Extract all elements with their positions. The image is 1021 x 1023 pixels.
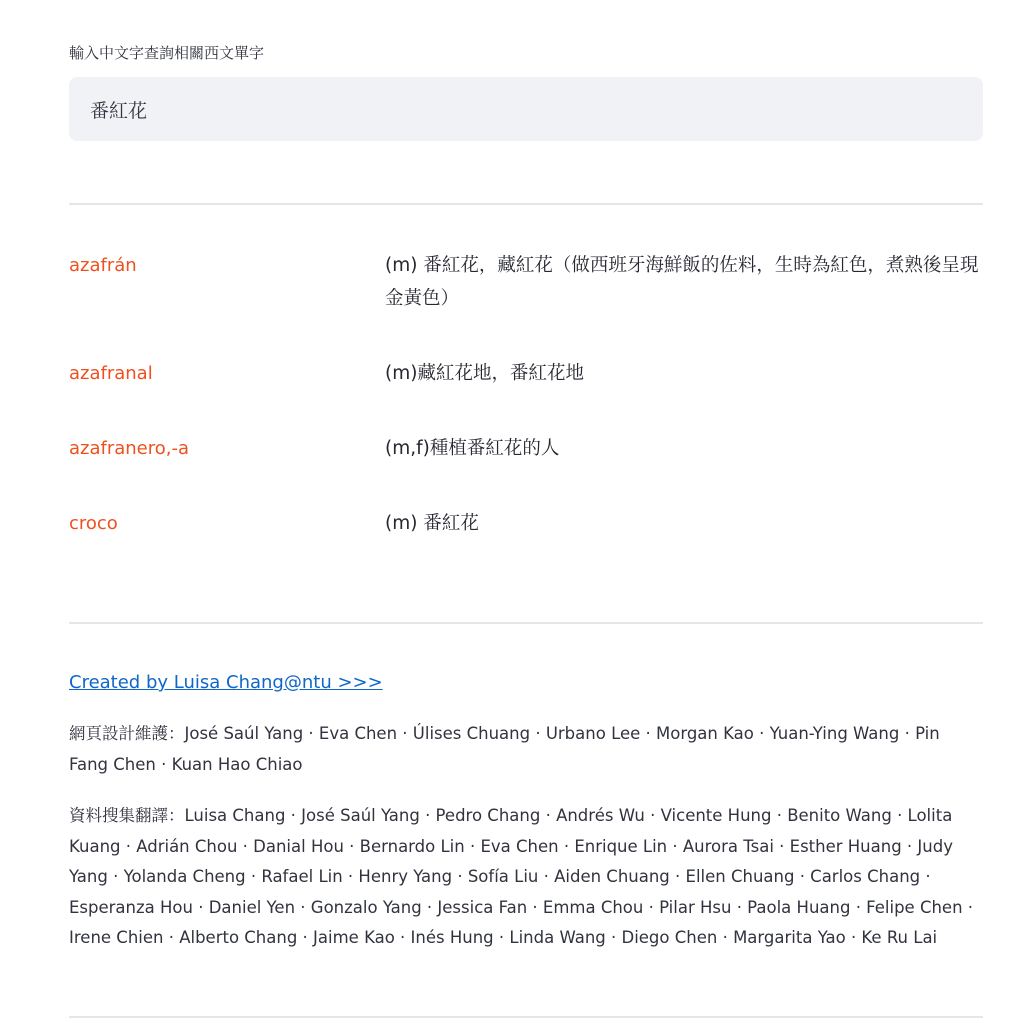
result-row (69, 255, 983, 315)
result-row (69, 438, 983, 468)
result-definition: (m,f)種植番紅花的人 (385, 438, 560, 459)
result-term: croco (69, 513, 118, 534)
result-term: azafranal (69, 363, 153, 384)
divider-bottom (69, 1016, 983, 1018)
search-label: 輸入中文字查詢相關西文單字 (69, 44, 265, 62)
result-definition: (m) 番紅花，藏紅花（做西班牙海鮮飯的佐料，生時為紅色，煮熟後呈現金黃色） (385, 255, 979, 309)
divider-middle (69, 622, 983, 624)
data-credits: 資料搜集翻譯：Luisa Chang · José Saúl Yang · Pedro Chang · Andrés Wu · Vicente Hung · Benito Wang · Lolita Kuang · Adrián Chou · Danial Hou · Bernardo Lin · Eva Chen · Enrique Lin · Aurora Tsai · Esther Huang · Judy Yang · Yolanda Cheng · Rafael Lin · Henry Yang · Sofía Liu · Aiden Chuang · Ellen Chuang · Carlos Chang · Esperanza Hou · Daniel Yen · Gonzalo Yang · Jessica Fan · Emma Chou · Pilar Hsu · Paola Huang · Felipe Chen · Irene Chien · Alberto Chang · Jaime Kao · Inés Hung · Linda Wang · Diego Chen · Margarita Yao · Ke Ru Lai (69, 806, 974, 947)
result-term: azafrán (69, 255, 137, 276)
result-row (69, 513, 983, 543)
result-term: azafranero,-a (69, 438, 190, 459)
search-input[interactable] (90, 98, 962, 120)
result-definition: (m) 番紅花 (385, 513, 479, 534)
design-credits: 網頁設計維護：José Saúl Yang · Eva Chen · Úlises Chuang · Urbano Lee · Morgan Kao · Yuan-Ying Wang · Pin Fang Chen · Kuan Hao Chiao (69, 724, 940, 774)
result-row (69, 363, 983, 393)
divider-top (69, 203, 983, 205)
created-by-link[interactable]: Created by Luisa Chang@ntu >>> (69, 672, 383, 693)
result-definition: (m)藏紅花地，番紅花地 (385, 363, 584, 384)
search-box[interactable] (69, 77, 983, 141)
